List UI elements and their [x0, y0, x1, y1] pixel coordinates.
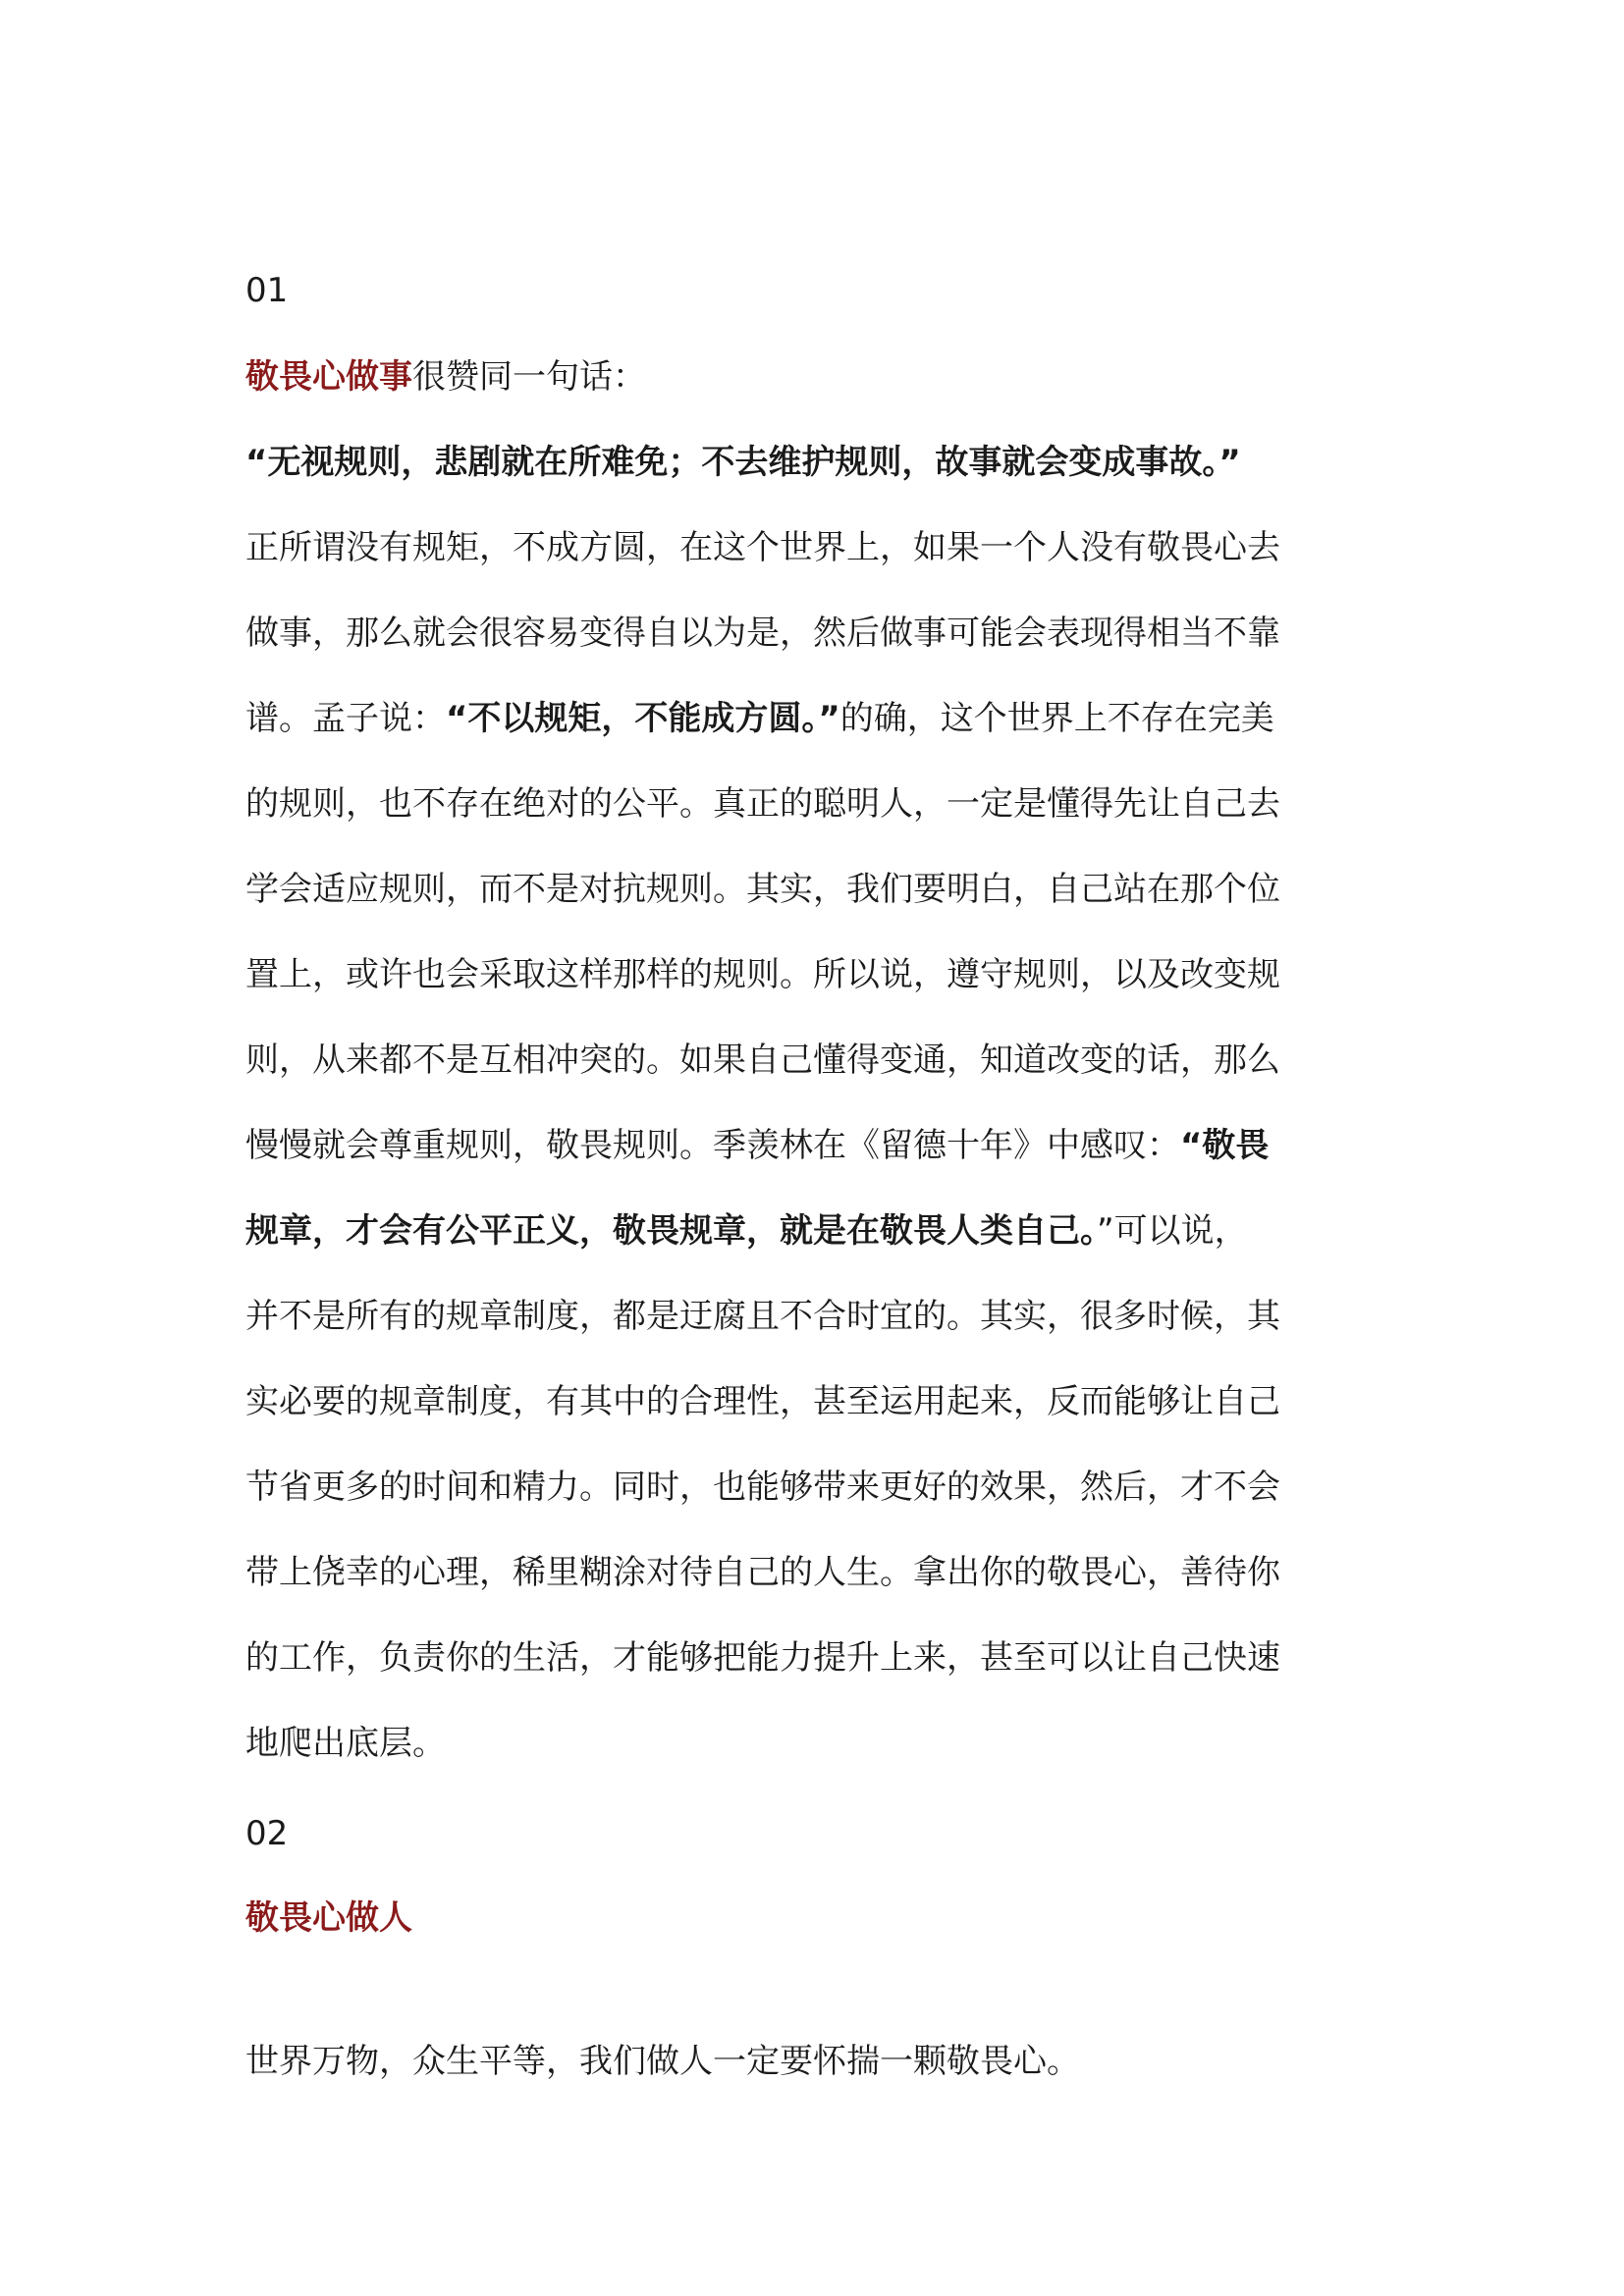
text-run: 的确，这个世界上不存在完美	[839, 699, 1274, 738]
paragraph-line: 并不是所有的规章制度，都是迂腐且不合时宜的。其实，很多时候，其	[245, 1297, 1280, 1336]
bold-quote-inline: 规章，才会有公平正义，敬畏规章，就是在敬畏人类自己。	[245, 1211, 1097, 1251]
paragraph-line: 实必要的规章制度，有其中的合理性，甚至运用起来，反而能够让自己	[245, 1382, 1280, 1421]
section-number: 02	[245, 1814, 289, 1853]
text-run: 慢慢就会尊重规则，敬畏规则。季羡林在《留德十年》中感叹：	[245, 1126, 1180, 1165]
paragraph-line: 的工作，负责你的生活，才能够把能力提升上来，甚至可以让自己快速	[245, 1638, 1280, 1678]
text-run: 谱。孟子说：	[245, 699, 446, 738]
paragraph-line	[245, 1124, 1269, 1167]
paragraph-line	[245, 1209, 1248, 1253]
heading-continuation: 很赞同一句话：	[412, 357, 646, 397]
paragraph-line: 节省更多的时间和精力。同时，也能够带来更好的效果，然后，才不会	[245, 1468, 1280, 1507]
paragraph-line	[245, 697, 1274, 740]
paragraph-line: 带上侥幸的心理，稀里糊涂对待自己的人生。拿出你的敬畏心，善待你	[245, 1553, 1280, 1592]
paragraph-line: 世界万物，众生平等，我们做人一定要怀揣一颗敬畏心。	[245, 2042, 1080, 2081]
paragraph-line: 正所谓没有规矩，不成方圆，在这个世界上，如果一个人没有敬畏心去	[245, 528, 1280, 567]
paragraph-line: 学会适应规则，而不是对抗规则。其实，我们要明白，自己站在那个位	[245, 870, 1280, 909]
section-heading-line	[245, 355, 646, 399]
section-heading: 敬畏心做人	[245, 1898, 412, 1938]
text-run: ”可以说，	[1097, 1211, 1248, 1251]
bold-quote: “无视规则，悲剧就在所难免；不去维护规则，故事就会变成事故。”	[245, 443, 1241, 482]
bold-quote-inline: “不以规矩，不能成方圆。”	[446, 699, 840, 738]
section-number: 01	[245, 271, 289, 310]
paragraph-line: 做事，那么就会很容易变得自以为是，然后做事可能会表现得相当不靠	[245, 614, 1280, 653]
paragraph-line: 则，从来都不是互相冲突的。如果自己懂得变通，知道改变的话，那么	[245, 1041, 1280, 1080]
paragraph-line: 的规则，也不存在绝对的公平。真正的聪明人，一定是懂得先让自己去	[245, 784, 1280, 824]
bold-quote-inline: “敬畏	[1180, 1126, 1270, 1165]
section-heading: 敬畏心做事	[245, 357, 412, 397]
paragraph-line: 地爬出底层。	[245, 1724, 446, 1763]
paragraph-line: 置上，或许也会采取这样那样的规则。所以说，遵守规则，以及改变规	[245, 955, 1280, 994]
